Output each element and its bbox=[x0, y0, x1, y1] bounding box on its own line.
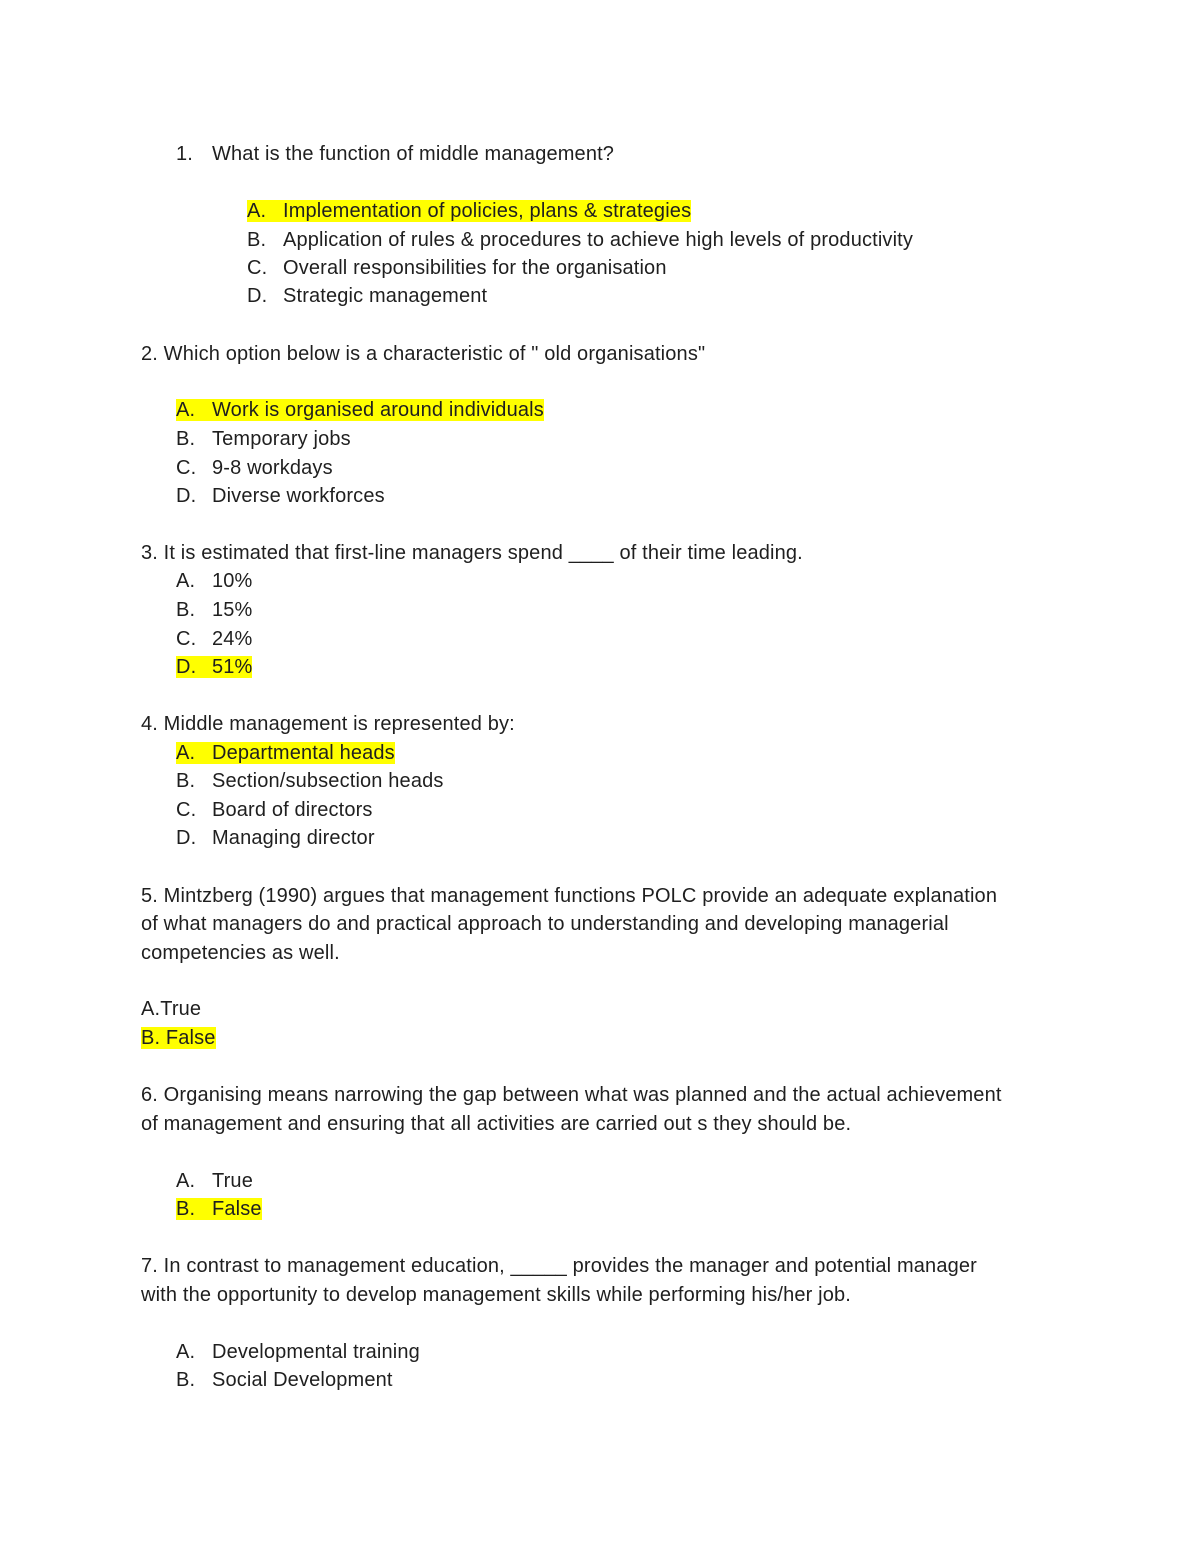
option-4c bbox=[176, 797, 373, 823]
question-6-line-1: 6. Organising means narrowing the gap between what was planned and the actual achievement bbox=[141, 1084, 1002, 1106]
option-letter: C. bbox=[247, 257, 268, 279]
question-1 bbox=[176, 141, 614, 167]
option-text: 51% bbox=[212, 656, 253, 678]
option-1b bbox=[247, 227, 913, 253]
option-2a bbox=[176, 397, 544, 423]
option-letter: A. bbox=[247, 200, 267, 222]
option-1a bbox=[247, 198, 691, 224]
question-text: What is the function of middle management? bbox=[212, 143, 615, 165]
option-letter: D. bbox=[176, 656, 197, 678]
option-letter: B. bbox=[247, 229, 267, 251]
answer-highlight bbox=[176, 742, 395, 764]
option-2c bbox=[176, 455, 333, 481]
option-text: True bbox=[212, 1170, 253, 1192]
option-text: Social Development bbox=[212, 1369, 393, 1391]
option-5a: A.True bbox=[141, 998, 202, 1020]
option-letter: A. bbox=[176, 1170, 196, 1192]
option-letter: B. bbox=[176, 599, 196, 621]
option-letter: D. bbox=[176, 827, 197, 849]
option-text: Implementation of policies, plans & strategies bbox=[283, 200, 692, 222]
answer-highlight bbox=[176, 399, 544, 421]
option-letter: D. bbox=[176, 485, 197, 507]
option-4b bbox=[176, 768, 444, 794]
question-5-line-1: 5. Mintzberg (1990) argues that management functions POLC provide an adequate explanation bbox=[141, 885, 998, 907]
question-6-line-2: of management and ensuring that all activities are carried out s they should be. bbox=[141, 1113, 852, 1135]
option-6b bbox=[176, 1196, 262, 1222]
option-letter: A. bbox=[176, 742, 196, 764]
option-text: Board of directors bbox=[212, 799, 373, 821]
question-4: 4. Middle management is represented by: bbox=[141, 713, 515, 735]
option-letter: B. bbox=[176, 770, 196, 792]
option-text: Departmental heads bbox=[212, 742, 395, 764]
option-letter: A. bbox=[176, 399, 196, 421]
option-letter: A. bbox=[176, 570, 196, 592]
option-7a bbox=[176, 1339, 420, 1365]
answer-highlight bbox=[176, 656, 252, 678]
answer-highlight bbox=[176, 1198, 262, 1220]
option-1c bbox=[247, 255, 667, 281]
option-text: Work is organised around individuals bbox=[212, 399, 544, 421]
option-4a bbox=[176, 740, 395, 766]
option-2d bbox=[176, 483, 385, 509]
option-letter: B. bbox=[176, 428, 196, 450]
option-3a bbox=[176, 568, 252, 594]
question-5-line-3: competencies as well. bbox=[141, 942, 340, 964]
option-letter: C. bbox=[176, 628, 197, 650]
question-7-line-1: 7. In contrast to management education, _____ provides the manager and potential manager bbox=[141, 1255, 977, 1277]
option-text: Strategic management bbox=[283, 285, 488, 307]
option-text: 15% bbox=[212, 599, 253, 621]
answer-highlight bbox=[247, 200, 691, 222]
option-text: Application of rules & procedures to achieve high levels of productivity bbox=[283, 229, 914, 251]
option-text: Temporary jobs bbox=[212, 428, 351, 450]
option-2b bbox=[176, 426, 351, 452]
option-4d bbox=[176, 825, 375, 851]
option-7b bbox=[176, 1367, 393, 1393]
option-letter: D. bbox=[247, 285, 268, 307]
option-text: Diverse workforces bbox=[212, 485, 385, 507]
option-text: 24% bbox=[212, 628, 253, 650]
option-letter: B. bbox=[176, 1198, 196, 1220]
question-5-line-2: of what managers do and practical approach to understanding and developing managerial bbox=[141, 913, 949, 935]
option-letter: B. bbox=[176, 1369, 196, 1391]
option-5b bbox=[141, 1025, 216, 1051]
option-6a bbox=[176, 1168, 253, 1194]
answer-highlight: B. False bbox=[141, 1027, 216, 1049]
option-text: 9-8 workdays bbox=[212, 457, 333, 479]
option-letter: C. bbox=[176, 799, 197, 821]
question-number: 1. bbox=[176, 143, 193, 165]
option-letter: A. bbox=[176, 1341, 196, 1363]
option-text: Developmental training bbox=[212, 1341, 420, 1363]
option-text: 10% bbox=[212, 570, 253, 592]
question-7-line-2: with the opportunity to develop management skills while performing his/her job. bbox=[141, 1284, 851, 1306]
option-text: Overall responsibilities for the organisation bbox=[283, 257, 667, 279]
option-letter: C. bbox=[176, 457, 197, 479]
option-3c bbox=[176, 626, 252, 652]
question-3: 3. It is estimated that first-line managers spend ____ of their time leading. bbox=[141, 542, 803, 564]
option-text: Managing director bbox=[212, 827, 375, 849]
option-3d bbox=[176, 654, 252, 680]
question-2: 2. Which option below is a characteristic of " old organisations" bbox=[141, 343, 706, 365]
option-text: False bbox=[212, 1198, 262, 1220]
option-text: Section/subsection heads bbox=[212, 770, 444, 792]
option-3b bbox=[176, 597, 252, 623]
option-1d bbox=[247, 283, 487, 309]
